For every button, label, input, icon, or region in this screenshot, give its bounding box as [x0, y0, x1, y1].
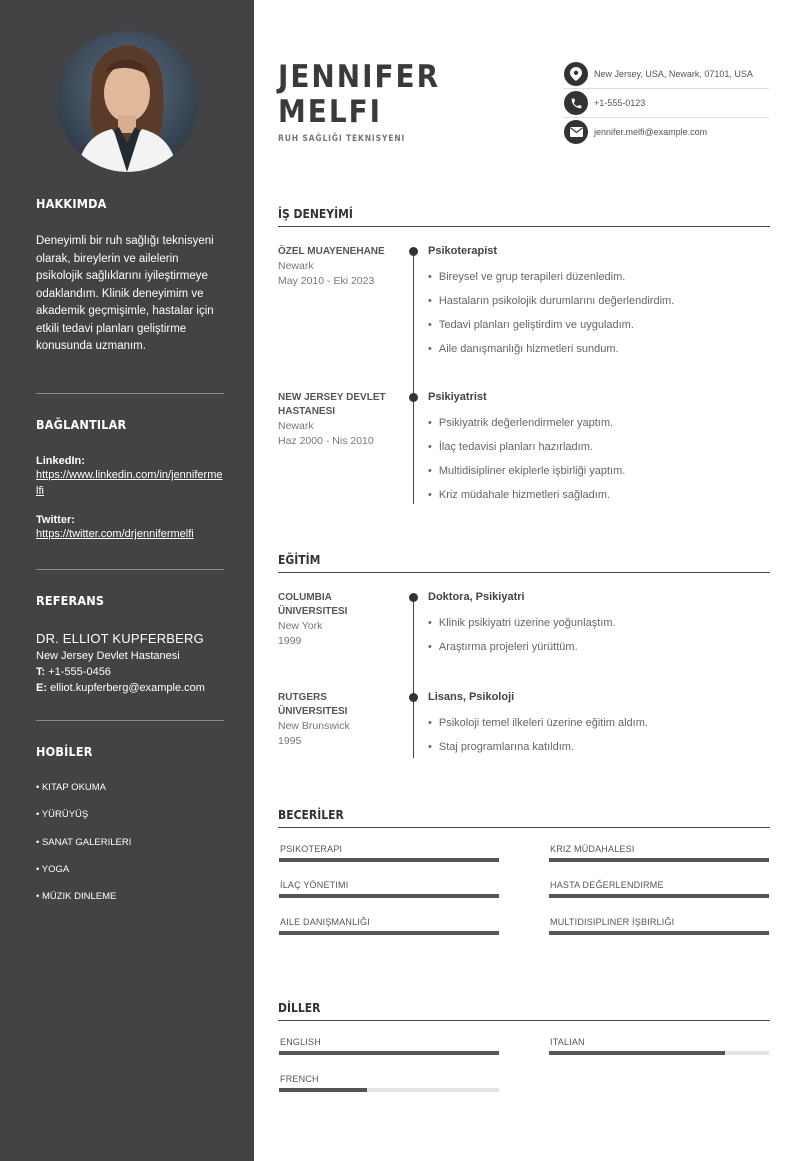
bullet-item: • Bireysel ve grup terapileri düzenledim. — [428, 271, 625, 283]
links-section — [36, 417, 224, 542]
bullet-item: • Kriz müdahale hizmetleri sağladım. — [428, 489, 610, 501]
bullet-item: • Aile danışmanlığı hizmetleri sundum. — [428, 343, 619, 355]
about-section — [36, 196, 224, 356]
education-org-2 — [278, 691, 398, 749]
reference-email-label: E: — [36, 682, 47, 694]
language-bar — [549, 1051, 769, 1055]
reference-email-row — [36, 680, 224, 696]
org-dates: Haz 2000 - Nis 2010 — [278, 435, 374, 447]
timeline-dot — [409, 393, 418, 402]
linkedin-url[interactable]: https://www.linkedin.com/in/jennifermelfi — [36, 469, 223, 497]
phone-icon — [564, 91, 588, 115]
skill-label: HASTA DEĞERLENDIRME — [550, 880, 664, 890]
org-location: New Brunswick — [278, 720, 350, 732]
bullet-item: • Klinik psikiyatri üzerine yoğunlaştım. — [428, 617, 616, 629]
bullet-item: • Araştırma projeleri yürüttüm. — [428, 641, 578, 653]
hobbies-heading: HOBİLER — [36, 744, 93, 759]
hobby-item: • MÜZIK DINLEME — [36, 891, 117, 903]
language-label: FRENCH — [280, 1074, 319, 1084]
language-bar — [279, 1088, 499, 1092]
degree-title: Doktora, Psikiyatri — [428, 591, 525, 603]
language-item — [279, 1037, 499, 1055]
hobby-item: • KITAP OKUMA — [36, 782, 107, 793]
skill-item — [549, 917, 769, 935]
envelope-icon — [564, 120, 588, 144]
skill-bar — [549, 931, 769, 935]
twitter-url[interactable]: https://twitter.com/drjennifermelfi — [36, 528, 194, 540]
skill-label: AILE DANIŞMANLIĞI — [280, 917, 370, 927]
skill-item — [279, 844, 499, 862]
org-name: ÖZEL MUAYENEHANE — [278, 246, 385, 257]
linkedin-link-block — [36, 455, 224, 499]
linkedin-label: LinkedIn: — [36, 455, 85, 467]
org-dates: 1999 — [278, 635, 302, 647]
skill-item — [549, 844, 769, 862]
language-item — [549, 1037, 769, 1055]
language-bar-fill — [279, 1088, 367, 1092]
skill-item — [549, 880, 769, 898]
reference-email: elliot.kupferberg@example.com — [50, 682, 205, 694]
skill-bar — [279, 931, 499, 935]
timeline-line — [413, 598, 414, 758]
job-title: RUH SAĞLIĞI TEKNISYENI — [278, 134, 406, 144]
reference-phone-row — [36, 664, 224, 680]
reference-phone: +1-555-0456 — [48, 666, 111, 678]
timeline-dot — [409, 693, 418, 702]
hobby-item: • YÜRÜYÜŞ — [36, 809, 89, 821]
divider — [36, 720, 224, 721]
divider — [36, 393, 224, 394]
contact-email-row — [564, 118, 769, 147]
skill-bar-fill — [279, 858, 499, 862]
skill-bar-fill — [549, 858, 769, 862]
about-text: Deneyimli bir ruh sağlığı teknisyeni olarak, bireylerin ve ailelerin psikolojik sağlıklarını iyileştirmeye odaklandım. Klinik deneyimim ve akademik geçmişimle, hastalar için etkili tedavi planları geliştirme konusunda uzmanım. — [36, 235, 214, 352]
links-heading: BAĞLANTILAR — [36, 417, 127, 432]
about-heading: HAKKIMDA — [36, 196, 107, 211]
org-name: NEW JERSEY DEVLET HASTANESI — [278, 392, 386, 417]
language-label: ENGLISH — [280, 1037, 321, 1047]
reference-section — [36, 593, 224, 696]
sidebar — [0, 0, 254, 1161]
location-pin-icon — [564, 62, 588, 86]
experience-org-1 — [278, 245, 398, 289]
education-org-1 — [278, 591, 398, 649]
hobby-item: • YOGA — [36, 863, 70, 875]
org-location: New York — [278, 620, 323, 632]
skill-item — [279, 917, 499, 935]
experience-org-2 — [278, 391, 398, 449]
contact-email[interactable]: jennifer.melfi@example.com — [594, 127, 708, 137]
twitter-label: Twitter: — [36, 514, 75, 526]
name-last: MELFI — [278, 94, 383, 130]
bullet-item: • Multidisipliner ekiplerle işbirliği yaptım. — [428, 465, 625, 477]
contact-phone-row — [564, 89, 769, 118]
contact-phone: +1-555-0123 — [594, 98, 646, 108]
org-dates: 1995 — [278, 735, 302, 747]
bullet-item: • Psikoloji temel ilkeleri üzerine eğitim aldım. — [428, 717, 648, 729]
bullet-item: • İlaç tedavisi planları hazırladım. — [428, 441, 593, 453]
bullet-item: • Psikiyatrik değerlendirmeler yaptım. — [428, 417, 613, 429]
language-label: ITALIAN — [550, 1037, 585, 1047]
org-location: Newark — [278, 260, 314, 272]
org-location: Newark — [278, 420, 314, 432]
bullet-item: • Tedavi planları geliştirdim ve uyguladım. — [428, 319, 634, 331]
hobbies-section — [36, 744, 224, 918]
org-name: RUTGERS ÜNIVERSITESI — [278, 692, 348, 717]
hobbies-list — [36, 782, 224, 918]
reference-org: New Jersey Devlet Hastanesi — [36, 650, 180, 662]
contact-address-row — [564, 60, 769, 89]
skill-label: MULTIDISIPLINER İŞBIRLIĞI — [550, 917, 675, 927]
language-bar-fill — [549, 1051, 725, 1055]
skill-bar — [549, 858, 769, 862]
candidate-name — [278, 60, 440, 130]
reference-phone-label: T: — [36, 666, 46, 678]
reference-heading: REFERANS — [36, 593, 105, 608]
timeline-line — [413, 252, 414, 504]
degree-title: Lisans, Psikoloji — [428, 691, 515, 703]
skill-bar — [279, 858, 499, 862]
hobby-item: • SANAT GALERILERI — [36, 836, 132, 848]
skill-label: İLAÇ YÖNETIMI — [280, 880, 349, 890]
bullet-item: • Hastaların psikolojik durumlarını değerlendirdim. — [428, 295, 674, 307]
org-dates: May 2010 - Eki 2023 — [278, 275, 375, 287]
org-name: COLUMBIA ÜNIVERSITESI — [278, 592, 348, 617]
twitter-link-block — [36, 514, 224, 542]
language-item — [279, 1074, 499, 1092]
profile-photo — [57, 31, 198, 172]
languages-heading: DİLLER — [278, 1001, 770, 1021]
role-title: Psikoterapist — [428, 245, 498, 257]
contact-block — [564, 60, 769, 147]
name-first: JENNIFER — [278, 59, 441, 95]
skill-bar-fill — [549, 931, 769, 935]
skill-label: PSIKOTERAPI — [280, 844, 343, 854]
skill-bar-fill — [279, 894, 499, 898]
skill-bar-fill — [549, 894, 769, 898]
timeline-dot — [409, 247, 418, 256]
skill-bar-fill — [279, 931, 499, 935]
skill-label: KRIZ MÜDAHALESI — [550, 844, 635, 854]
skills-heading: BECERİLER — [278, 808, 770, 828]
reference-name: DR. ELLIOT KUPFERBERG — [36, 631, 204, 646]
skill-item — [279, 880, 499, 898]
contact-address: New Jersey, USA, Newark, 07101, USA — [594, 69, 753, 79]
skill-bar — [549, 894, 769, 898]
bullet-item: • Staj programlarına katıldım. — [428, 741, 574, 753]
experience-heading: İŞ DENEYİMİ — [278, 207, 770, 227]
role-title: Psikiyatrist — [428, 391, 487, 403]
divider — [36, 569, 224, 570]
skill-bar — [279, 894, 499, 898]
language-bar — [279, 1051, 499, 1055]
education-heading: EĞİTİM — [278, 553, 770, 573]
language-bar-fill — [279, 1051, 499, 1055]
timeline-dot — [409, 593, 418, 602]
